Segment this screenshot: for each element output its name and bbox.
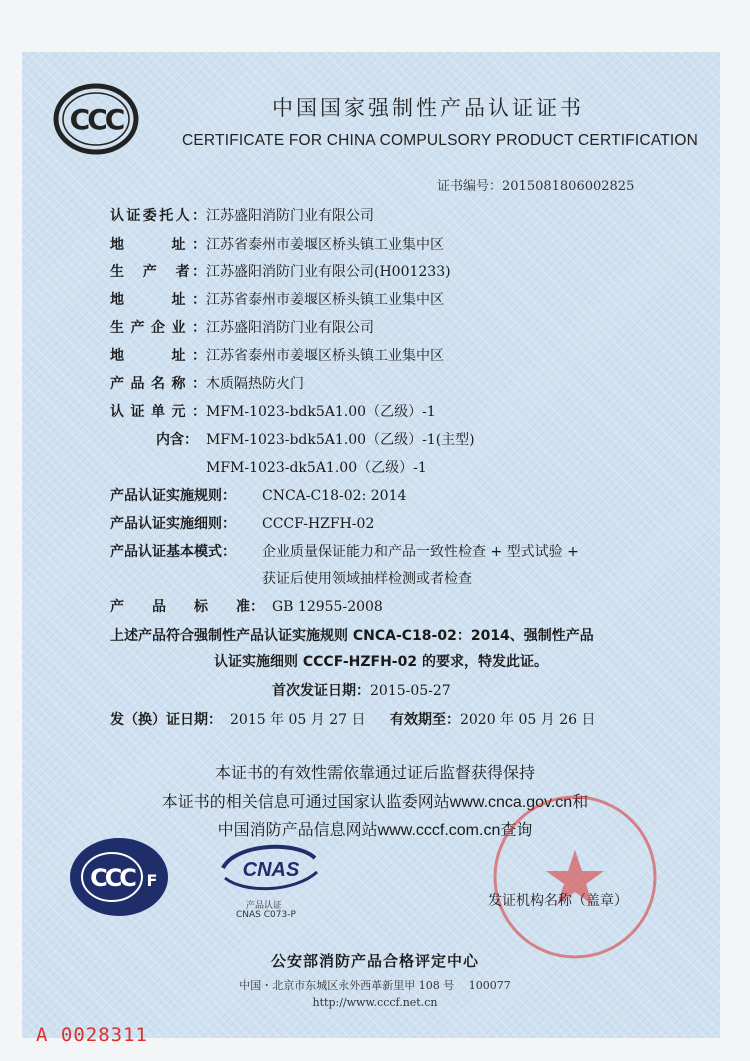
rule-value: CNCA-C18-02: 2014 (262, 488, 407, 504)
first-issue-label: 首次发证日期： (272, 683, 370, 699)
client-value: 江苏盛阳消防门业有限公司 (206, 208, 374, 224)
certificate-number: 证书编号：2015081806002825 (437, 179, 635, 194)
statement-line-2: 认证实施细则 CCCF-HZFH-02 的要求，特发此证。 (214, 654, 548, 670)
contains-value-1: MFM-1023-bdk5A1.00（乙级）-1(主型) (206, 432, 475, 448)
certificate-title-cn: 中国国家强制性产品认证证书 (272, 96, 584, 120)
ccc-logo-icon (52, 82, 140, 156)
unit-label: 认证单元： (110, 404, 206, 420)
serial-number: A 0028311 (36, 1024, 148, 1046)
cccf-logo-text: CCC (90, 864, 134, 892)
factory-address-row (110, 345, 444, 365)
rule-label: 产品认证实施规则： (110, 488, 236, 504)
notice-line-1: 本证书的有效性需依靠通过证后监督获得保持 (214, 763, 535, 782)
statement-line-1: 上述产品符合强制性产品认证实施规则 CNCA-C18-02：2014、强制性产品 (110, 628, 594, 644)
detail-label: 产品认证实施细则： (110, 516, 236, 532)
first-issue-row (272, 680, 451, 700)
manufacturer-label: 生 产 者： (110, 264, 206, 280)
cnca-link: www.cnca.gov.cn (449, 794, 573, 811)
standard-row (110, 596, 383, 616)
issuer-website: http://www.cccf.net.cn (312, 996, 438, 1009)
official-seal-icon (490, 792, 660, 962)
unit-row (110, 401, 436, 421)
notice-line-3-prefix: 中国消防产品信息网站 (217, 820, 378, 839)
client-address-value: 江苏省泰州市姜堰区桥头镇工业集中区 (206, 237, 444, 253)
cnas-logo-text: CNAS (242, 859, 300, 881)
manufacturer-address-value: 江苏省泰州市姜堰区桥头镇工业集中区 (206, 292, 444, 308)
manufacturer-row (110, 261, 451, 281)
notice-line-3-suffix: 查询 (500, 820, 533, 839)
notice-line-2-suffix: 和 (572, 792, 589, 811)
issue-date-row (110, 709, 595, 729)
client-row (110, 205, 374, 225)
cccf-link: www.cccf.com.cn (377, 822, 501, 839)
issuer-name: 公安部消防产品合格评定中心 (270, 952, 479, 970)
cccf-logo-icon (68, 836, 170, 918)
cnas-caption-2: CNAS C073-P (236, 910, 296, 920)
manufacturer-address-row (110, 289, 444, 309)
first-issue-value: 2015-05-27 (370, 683, 451, 699)
factory-address-value: 江苏省泰州市姜堰区桥头镇工业集中区 (206, 348, 444, 364)
contains-row-1 (156, 429, 475, 449)
factory-value: 江苏盛阳消防门业有限公司 (206, 320, 374, 336)
product-label: 产品名称： (110, 376, 206, 392)
certificate-title-en: CERTIFICATE FOR CHINA COMPULSORY PRODUCT CERTIFICATION (182, 132, 699, 149)
issue-date-value: 2015 年 05 月 27 日 (230, 712, 366, 728)
standard-label: 产 品 标 准： (110, 599, 264, 615)
manufacturer-address-label: 地 址： (110, 292, 206, 308)
standard-value: GB 12955-2008 (272, 599, 383, 615)
expiry-label: 有效期至： (389, 712, 460, 728)
issue-date-label: 发（换）证日期： (110, 712, 222, 728)
factory-row (110, 317, 374, 337)
detail-value: CCCF-HZFH-02 (262, 516, 375, 532)
ccc-logo-text: CCC (69, 103, 123, 136)
manufacturer-value: 江苏盛阳消防门业有限公司(H001233) (206, 264, 451, 280)
mode-value-2: 获证后使用领域抽样检测或者检查 (262, 571, 472, 587)
cccf-logo-suffix: F (146, 871, 158, 890)
factory-address-label: 地 址： (110, 348, 206, 364)
client-label: 认证委托人： (110, 208, 206, 224)
contains-row-2 (206, 457, 427, 477)
rule-row (110, 485, 406, 505)
mode-row-1 (110, 541, 579, 561)
expiry-value: 2020 年 05 月 26 日 (459, 712, 596, 728)
cnas-caption-1: 产品认证 (246, 901, 283, 911)
client-address-label: 地 址： (110, 237, 206, 253)
factory-label: 生产企业： (110, 320, 206, 336)
mode-value-1: 企业质量保证能力和产品一致性检查 + 型式试验 + (262, 544, 579, 560)
cnas-logo-icon (215, 838, 325, 896)
client-address-row (110, 234, 444, 254)
unit-value: MFM-1023-bdk5A1.00（乙级）-1 (206, 404, 436, 420)
issuer-address: 中国・北京市东城区永外西革新里甲 108 号 100077 (239, 979, 511, 992)
product-value: 木质隔热防火门 (206, 376, 304, 392)
notice-line-2-prefix: 本证书的相关信息可通过国家认监委网站 (161, 792, 450, 811)
mode-label: 产品认证基本模式： (110, 544, 236, 560)
contains-label: 内含： (156, 432, 198, 448)
product-row (110, 373, 304, 393)
contains-value-2: MFM-1023-dk5A1.00（乙级）-1 (206, 460, 427, 476)
detail-row (110, 513, 374, 533)
seal-label: 发证机构名称（盖章） (488, 893, 628, 909)
